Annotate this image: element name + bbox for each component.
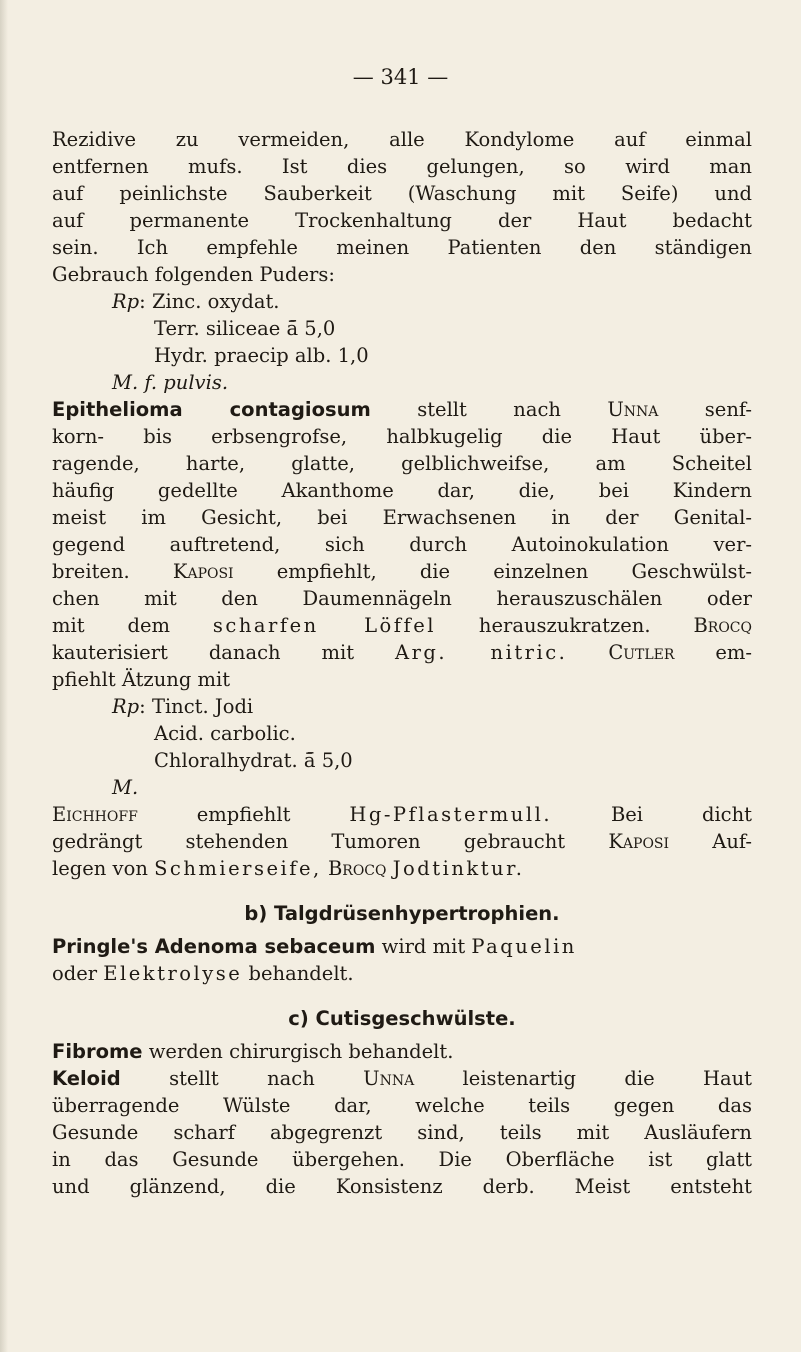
recipe-symbol: Rp bbox=[112, 290, 140, 313]
prescription-tincture bbox=[52, 693, 752, 801]
text-fragment: senf- bbox=[658, 398, 753, 421]
text-fragment: stellt nach bbox=[120, 1067, 364, 1090]
text-line: und glänzend, die Konsistenz derb. Meist entsteht bbox=[52, 1175, 752, 1198]
page-number: — 341 — bbox=[352, 65, 449, 89]
text-line bbox=[52, 933, 752, 960]
author-eichhoff: Eichhoff bbox=[52, 803, 138, 826]
prescription-text: : Zinc. oxydat. bbox=[139, 290, 280, 313]
text-fragment: stellt nach bbox=[370, 398, 608, 421]
text-fragment: behandelt. bbox=[242, 962, 354, 985]
text-line: Gebrauch folgenden Puders: bbox=[52, 263, 335, 286]
paragraph-epithelioma bbox=[52, 396, 752, 693]
prescription-line: Chloralhydrat. ā̄ 5,0 bbox=[154, 749, 353, 772]
term-pringle: Pringle's Adenoma sebaceum bbox=[52, 935, 376, 958]
prescription-powder bbox=[52, 288, 752, 396]
text-line bbox=[52, 960, 752, 987]
text-fragment: breiten. bbox=[52, 560, 173, 583]
text-line bbox=[52, 396, 752, 423]
text-fragment: empfiehlt bbox=[137, 803, 350, 826]
paragraph-pringle bbox=[52, 933, 752, 987]
text-line: pfiehlt Ätzung mit bbox=[52, 668, 231, 691]
emphasis-pflastermull: Hg-Pflastermull. bbox=[349, 803, 553, 826]
text-fragment bbox=[567, 641, 608, 664]
prescription-line: Hydr. praecip alb. 1,0 bbox=[154, 344, 369, 367]
text-line bbox=[52, 558, 752, 585]
text-fragment: wird mit bbox=[375, 935, 472, 958]
text-line bbox=[52, 801, 752, 828]
text-line: in das Gesunde übergehen. Die Oberfläche ist glatt bbox=[52, 1148, 752, 1171]
text-fragment: herauszukratzen. bbox=[436, 614, 694, 637]
text-fragment: empfiehlt, die einzelnen Geschwülst- bbox=[233, 560, 752, 583]
text-line bbox=[52, 639, 752, 666]
text-line: Rezidive zu vermeiden, alle Kondylome auf einmal bbox=[52, 128, 752, 151]
text-fragment: em- bbox=[674, 641, 753, 664]
prescription-instruction: M. f. pulvis. bbox=[112, 371, 229, 394]
text-line: auf permanente Trockenhaltung der Haut bedacht bbox=[52, 209, 752, 232]
text-line bbox=[52, 612, 752, 639]
text-line: korn- bis erbsengrofse, halbkugelig die Haut über- bbox=[52, 425, 752, 448]
author-unna: Unna bbox=[363, 1067, 415, 1090]
paragraph-condylomata bbox=[52, 126, 752, 288]
term-epithelioma: Epithelioma contagiosum bbox=[52, 398, 371, 421]
text-fragment: kauterisiert danach mit bbox=[52, 641, 396, 664]
prescription-text: : Tinct. Jodi bbox=[139, 695, 254, 718]
recipe-symbol: Rp bbox=[112, 695, 140, 718]
text-fragment: oder bbox=[52, 962, 104, 985]
term-keloid: Keloid bbox=[52, 1067, 121, 1090]
text-line: ragende, harte, glatte, gelblichweifse, am Scheitel bbox=[52, 452, 752, 475]
text-line: auf peinlichste Sauberkeit (Waschung mit Seife) und bbox=[52, 182, 752, 205]
text-line: entfernen mufs. Ist dies gelungen, so wird man bbox=[52, 155, 752, 178]
author-brocq: Brocq bbox=[327, 857, 387, 880]
prescription-instruction: M. bbox=[112, 776, 139, 799]
section-heading-b: b) Talgdrüsenhypertrophien. bbox=[244, 902, 560, 925]
emphasis-elektrolyse: Elektrolyse bbox=[103, 962, 243, 985]
author-unna: Unna bbox=[607, 398, 659, 421]
page-edge-shadow bbox=[0, 0, 8, 1352]
text-line: überragende Wülste dar, welche teils gegen das bbox=[52, 1094, 752, 1117]
author-kaposi: Kaposi bbox=[608, 830, 670, 853]
text-fragment: werden chirurgisch behandelt. bbox=[142, 1040, 454, 1063]
text-fragment: legen von bbox=[52, 857, 155, 880]
term-fibrome: Fibrome bbox=[52, 1040, 143, 1063]
prescription-line bbox=[52, 288, 752, 315]
text-line: meist im Gesicht, bei Erwachsenen in der Genital- bbox=[52, 506, 752, 529]
text-fragment: Bei dicht bbox=[552, 803, 752, 826]
paragraph-fibrome-keloid bbox=[52, 1038, 752, 1200]
emphasis-loeffel: scharfen Löffel bbox=[212, 614, 436, 637]
emphasis-arg-nitric: Arg. nitric. bbox=[395, 641, 568, 664]
paragraph-eichhoff bbox=[52, 801, 752, 882]
text-fragment: mit dem bbox=[52, 614, 213, 637]
author-kaposi: Kaposi bbox=[172, 560, 234, 583]
text-fragment: leistenartig die Haut bbox=[414, 1067, 752, 1090]
emphasis-jodtinktur: Jodtinktur. bbox=[392, 857, 525, 880]
prescription-line: Acid. carbolic. bbox=[154, 722, 296, 745]
page-body bbox=[52, 126, 752, 1200]
author-brocq: Brocq bbox=[693, 614, 752, 637]
text-fragment: Auf- bbox=[669, 830, 753, 853]
text-line: sein. Ich empfehle meinen Patienten den ständigen bbox=[52, 236, 752, 259]
emphasis-schmierseife: Schmierseife, bbox=[154, 857, 322, 880]
section-heading-c: c) Cutisgeschwülste. bbox=[288, 1007, 516, 1030]
author-cutler: Cutler bbox=[608, 641, 675, 664]
emphasis-paquelin: Paquelin bbox=[471, 935, 577, 958]
text-line: Gesunde scharf abgegrenzt sind, teils mit Ausläufern bbox=[52, 1121, 752, 1144]
text-line: häufig gedellte Akanthome dar, die, bei Kindern bbox=[52, 479, 752, 502]
prescription-line: Terr. siliceae ā̄ 5,0 bbox=[154, 317, 336, 340]
text-line bbox=[52, 1038, 752, 1065]
text-fragment: gedrängt stehenden Tumoren gebraucht bbox=[52, 830, 609, 853]
text-line: gegend auftretend, sich durch Autoinokulation ver- bbox=[52, 533, 752, 556]
text-line bbox=[52, 855, 752, 882]
text-line bbox=[52, 1065, 752, 1092]
text-line: chen mit den Daumennägeln herauszuschälen oder bbox=[52, 587, 752, 610]
text-line bbox=[52, 828, 752, 855]
prescription-line bbox=[52, 693, 752, 720]
